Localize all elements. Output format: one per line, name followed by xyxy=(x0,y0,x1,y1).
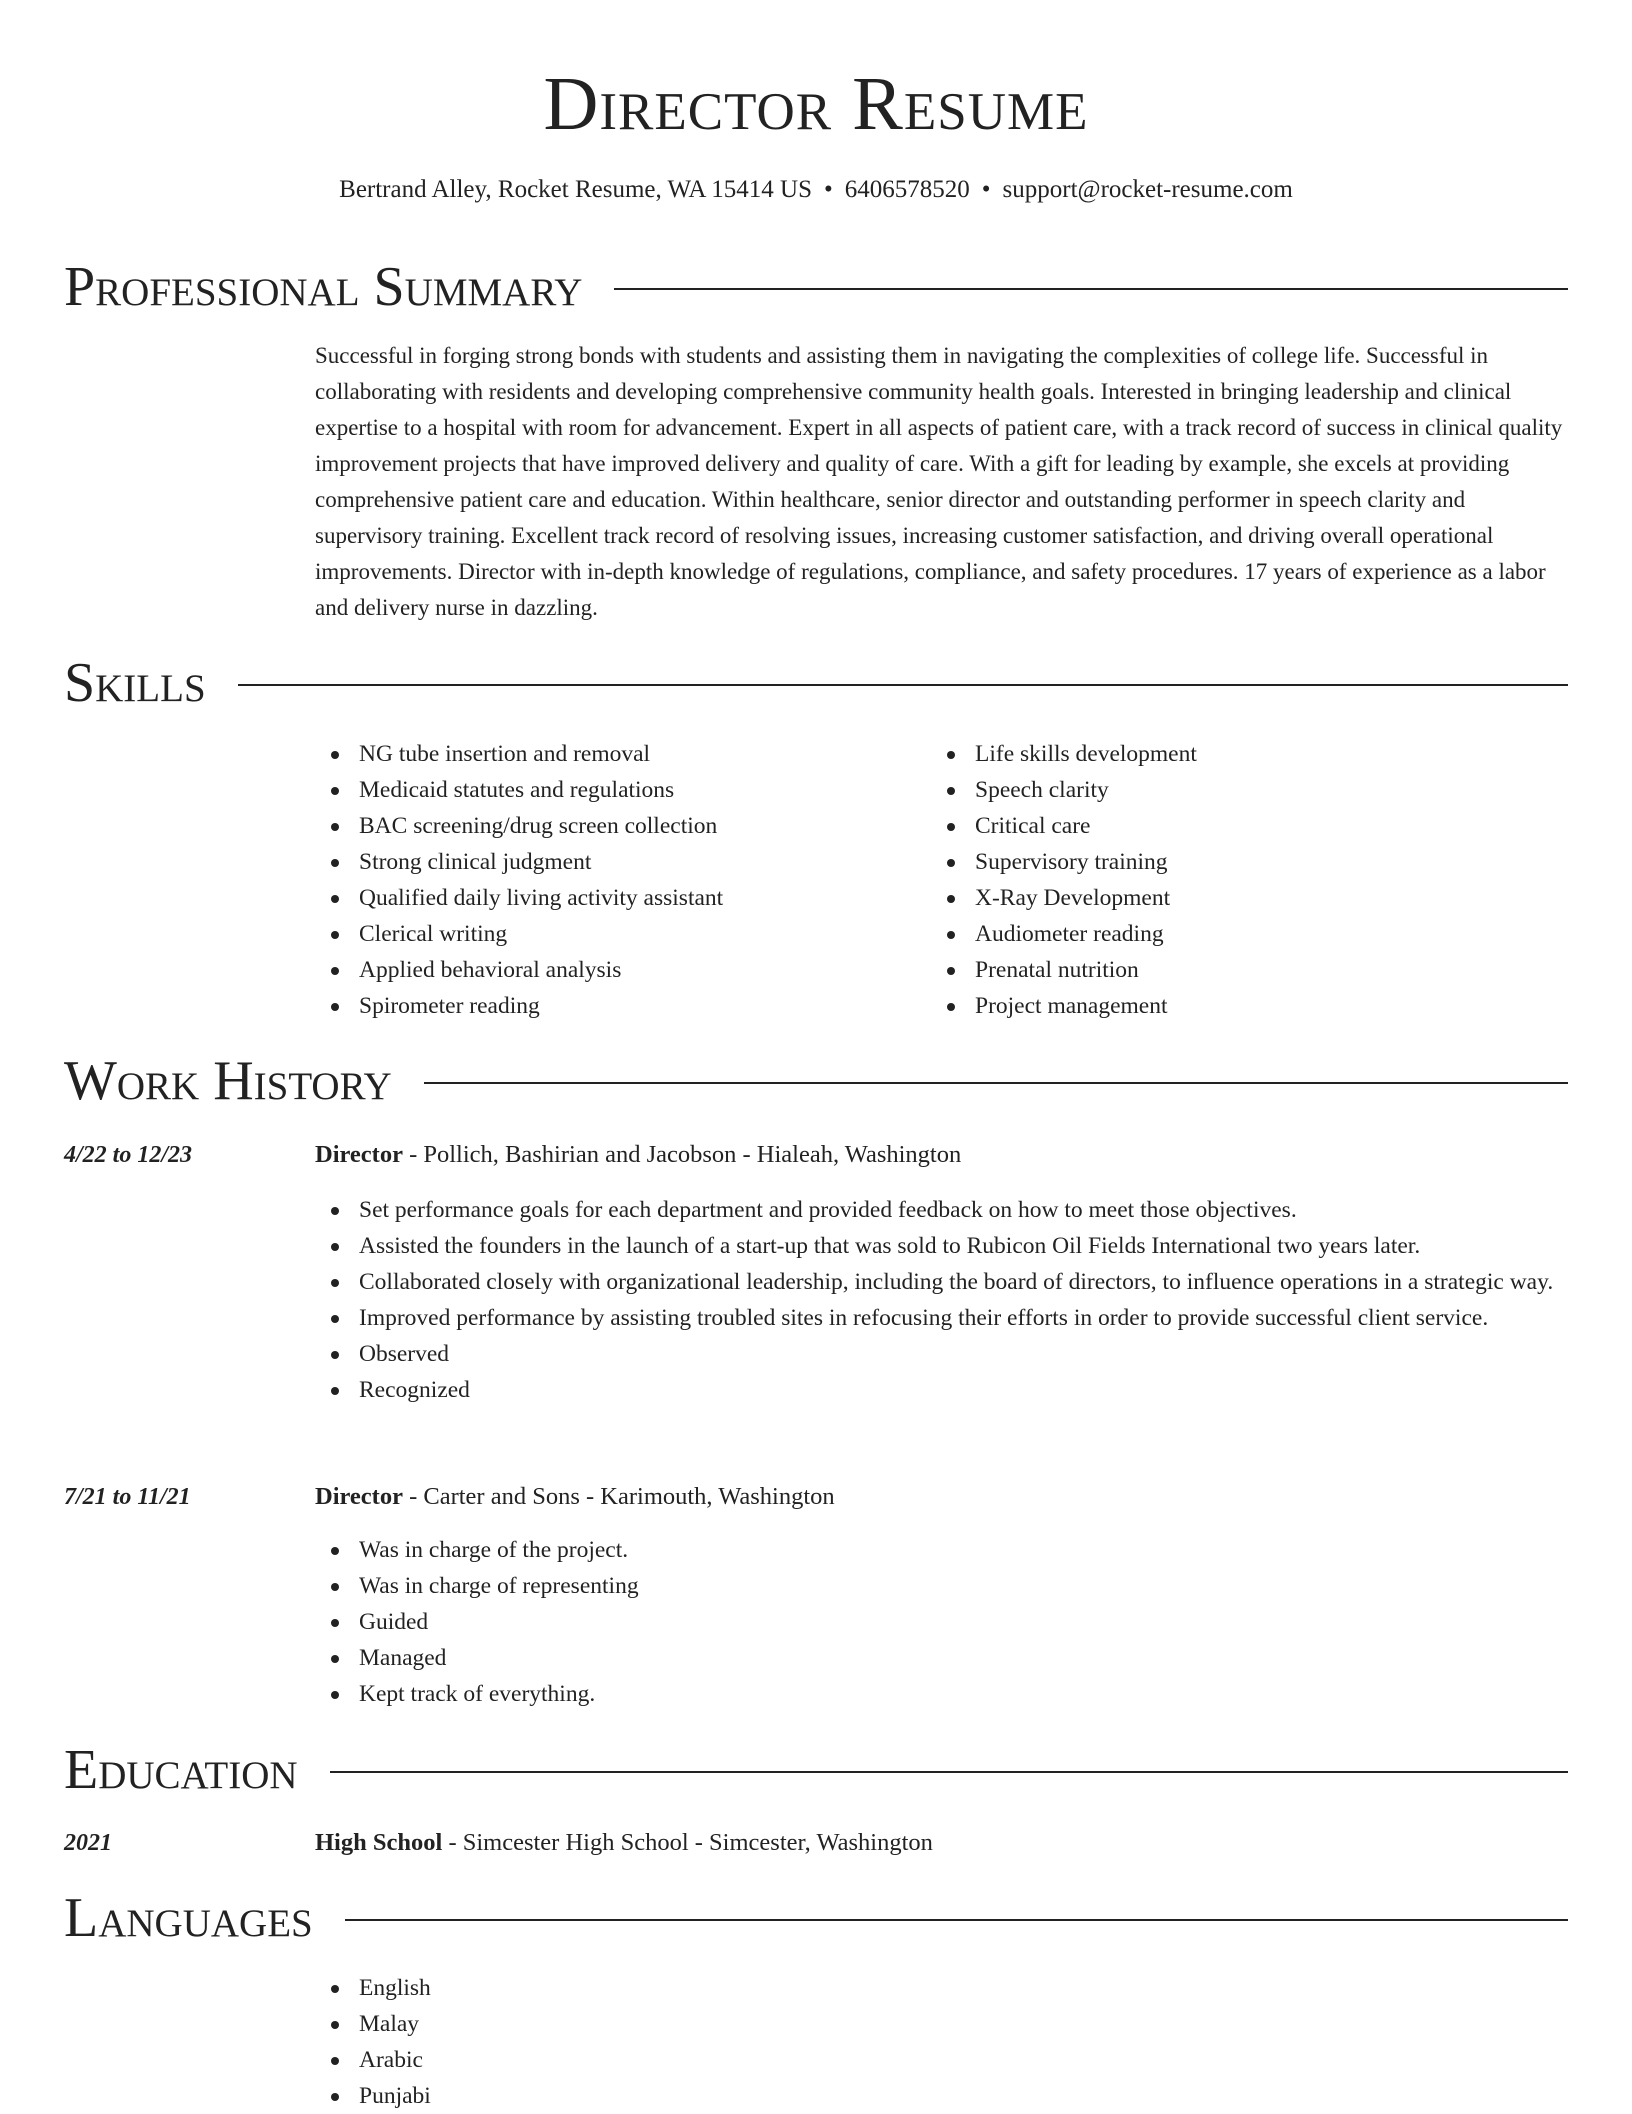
language-item: Punjabi xyxy=(315,2078,915,2114)
section-divider xyxy=(330,1771,1568,1773)
work-section-title: Work History xyxy=(64,1050,392,1112)
skill-item: NG tube insertion and removal xyxy=(315,736,915,772)
education-entry xyxy=(315,1825,933,1861)
summary-section-title: Professional Summary xyxy=(64,256,583,318)
job-duty-item: Collaborated closely with organizational leadership, including the board of directors, to influence operations in a strategic way. xyxy=(315,1264,1575,1300)
contact-phone: 6406578520 xyxy=(844,176,970,203)
section-divider xyxy=(614,288,1568,290)
skill-item: Qualified daily living activity assistant xyxy=(315,880,915,916)
job-duty-item: Guided xyxy=(315,1604,1575,1640)
contact-separator: • xyxy=(824,176,833,203)
language-item: English xyxy=(315,1970,915,2006)
job-role: Director xyxy=(315,1483,403,1510)
skill-item: Medicaid statutes and regulations xyxy=(315,772,915,808)
skill-item: Prenatal nutrition xyxy=(931,952,1531,988)
section-divider xyxy=(424,1082,1568,1084)
section-divider xyxy=(345,1919,1568,1921)
work-section-header xyxy=(64,1046,1568,1116)
education-degree: High School xyxy=(315,1829,443,1856)
skills-section-header xyxy=(64,648,1568,718)
language-item: Malay xyxy=(315,2006,915,2042)
education-school-location: - Simcester High School - Simcester, Washington xyxy=(442,1829,933,1856)
job-duty-item: Recognized xyxy=(315,1372,1575,1408)
summary-text: Successful in forging strong bonds with students and assisting them in navigating the complexities of college life. Successful in collaborating with residents and developing comprehensive community health goals. Interested in bringing leadership and clinical expertise to a hospital with room for advancement. Expert in all aspects of patient care, with a track record of success in clinical quality improvement projects that have improved delivery and quality of care. With a gift for leading by example, she excels at providing comprehensive patient care and education. Within healthcare, senior director and outstanding performer in speech clarity and supervisory training. Excellent track record of resolving issues, increasing customer satisfaction, and driving overall operational improvements. Director with in-depth knowledge of regulations, compliance, and safety procedures. 17 years of experience as a labor and delivery nurse in dazzling. xyxy=(315,343,1563,620)
skill-item: Life skills development xyxy=(931,736,1531,772)
job-duty-item: Set performance goals for each department and provided feedback on how to meet those objectives. xyxy=(315,1192,1575,1228)
job-employer-location: - Carter and Sons - Karimouth, Washington xyxy=(402,1483,835,1510)
job-duty-item: Improved performance by assisting troubled sites in refocusing their efforts in order to provide successful client service. xyxy=(315,1300,1575,1336)
skill-item: Spirometer reading xyxy=(315,988,915,1024)
job-role: Director xyxy=(315,1141,403,1168)
skills-list-right xyxy=(931,736,1531,1024)
job-duty-item: Managed xyxy=(315,1640,1575,1676)
skills-section-title: Skills xyxy=(64,652,206,714)
job-employer-location: - Pollich, Bashirian and Jacobson - Hialeah, Washington xyxy=(402,1141,962,1168)
education-section-title: Education xyxy=(64,1739,298,1801)
education-section-header xyxy=(64,1735,1568,1805)
job-title-line xyxy=(315,1137,961,1173)
resume-name-heading: Director Resume xyxy=(543,62,1089,146)
skill-item: Applied behavioral analysis xyxy=(315,952,915,988)
summary-section-header xyxy=(64,252,1568,322)
section-divider xyxy=(238,684,1568,686)
job-title-line xyxy=(315,1479,835,1515)
skill-item: Strong clinical judgment xyxy=(315,844,915,880)
job-duties-list xyxy=(315,1192,1575,1408)
language-item: Arabic xyxy=(315,2042,915,2078)
skill-item: Project management xyxy=(931,988,1531,1024)
skill-item: Supervisory training xyxy=(931,844,1531,880)
skill-item: Audiometer reading xyxy=(931,916,1531,952)
contact-email: support@rocket-resume.com xyxy=(1002,176,1293,203)
contact-line xyxy=(0,172,1632,208)
job-duty-item: Was in charge of the project. xyxy=(315,1532,1575,1568)
languages-section-title: Languages xyxy=(64,1887,313,1949)
skills-list-left xyxy=(315,736,915,1024)
education-year: 2021 xyxy=(64,1830,112,1856)
job-duty-item: Kept track of everything. xyxy=(315,1676,1575,1712)
job-duty-item: Was in charge of representing xyxy=(315,1568,1575,1604)
skill-item: X-Ray Development xyxy=(931,880,1531,916)
contact-address: Bertrand Alley, Rocket Resume, WA 15414 US xyxy=(339,176,813,203)
job-duty-item: Observed xyxy=(315,1336,1575,1372)
job-duty-item: Assisted the founders in the launch of a start-up that was sold to Rubicon Oil Fields International two years later. xyxy=(315,1228,1575,1264)
languages-list xyxy=(315,1970,915,2114)
job-duties-list xyxy=(315,1532,1575,1712)
skill-item: Clerical writing xyxy=(315,916,915,952)
skill-item: Critical care xyxy=(931,808,1531,844)
contact-separator: • xyxy=(981,176,991,203)
job-dates: 4/22 to 12/23 xyxy=(64,1142,193,1168)
languages-section-header xyxy=(64,1883,1568,1953)
skill-item: BAC screening/drug screen collection xyxy=(315,808,915,844)
job-dates: 7/21 to 11/21 xyxy=(64,1484,191,1510)
skill-item: Speech clarity xyxy=(931,772,1531,808)
